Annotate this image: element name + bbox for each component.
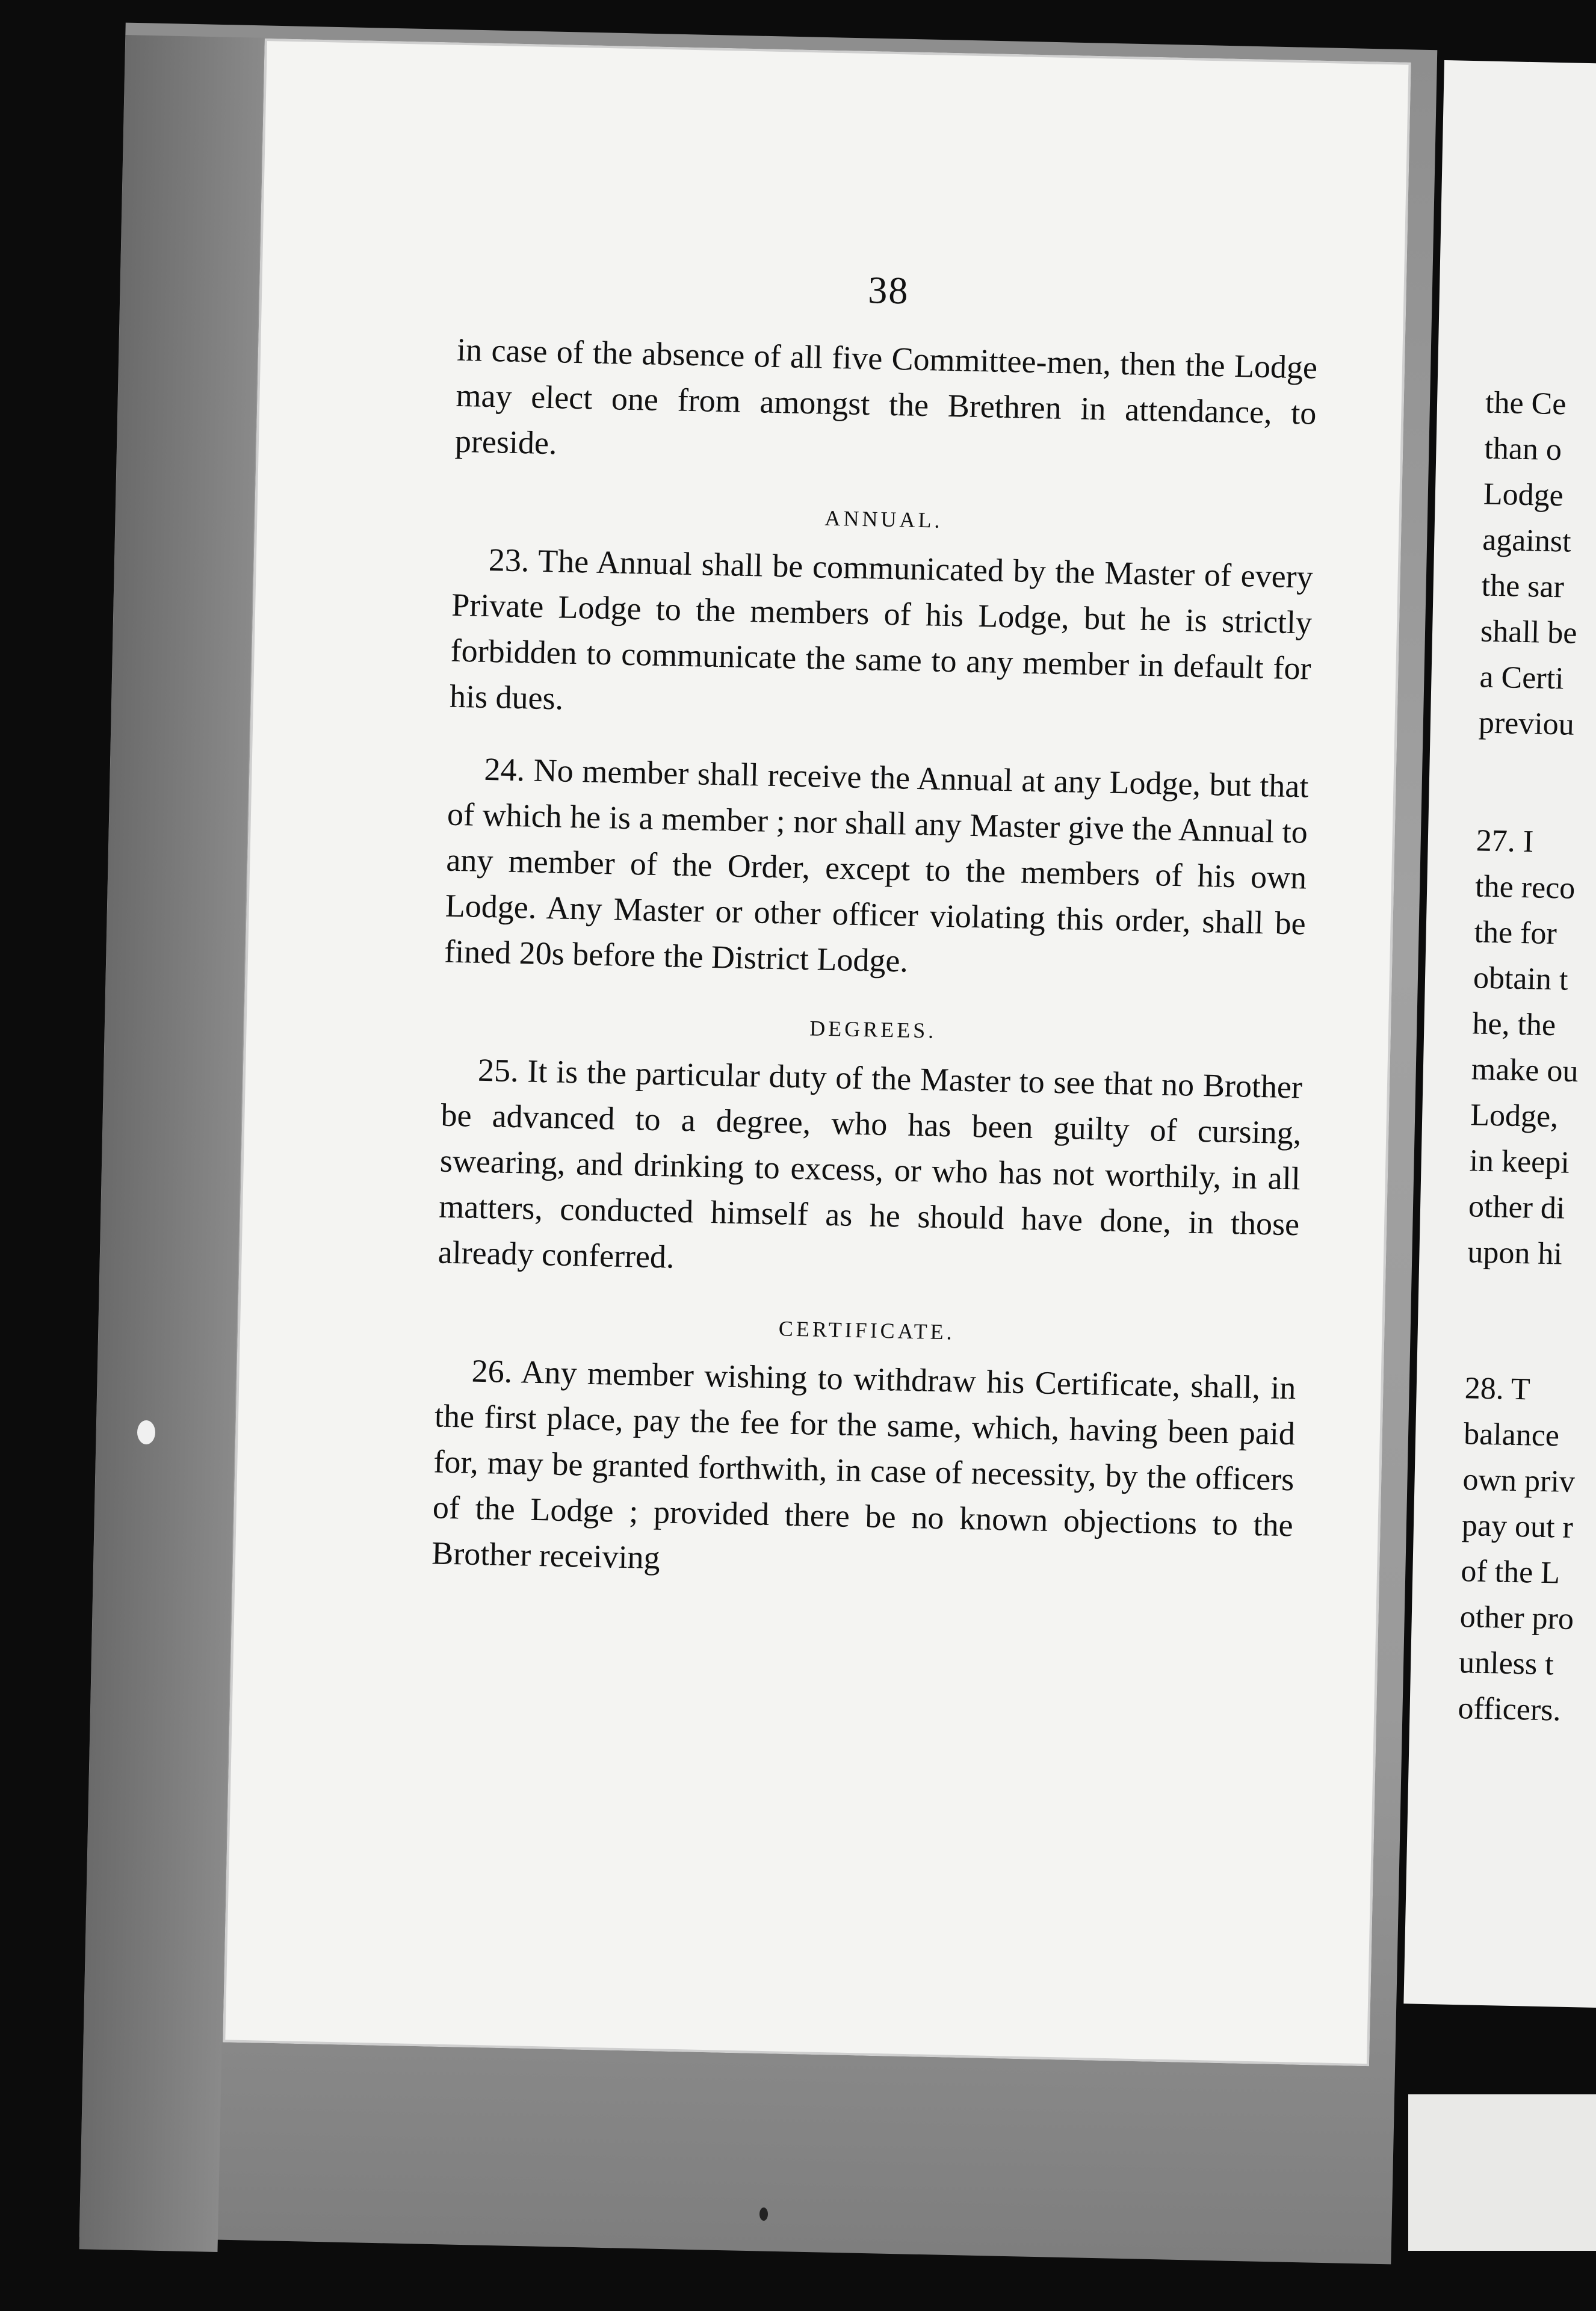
- section-heading-certificate: CERTIFICATE.: [778, 1316, 956, 1344]
- facing-page-line: the reco: [1474, 869, 1576, 906]
- facing-page-line: of the L: [1460, 1554, 1560, 1591]
- scan-speck: [759, 2207, 768, 2221]
- facing-page-line: officers.: [1458, 1691, 1562, 1728]
- facing-page-line: unless t: [1458, 1645, 1554, 1682]
- paragraph-22-continued: in case of the absence of all five Committee-men, then the Lodge may elect one from amongst the Brethren in attendance, to preside.: [454, 331, 1318, 462]
- left-page: [223, 39, 1411, 2066]
- facing-page-line: in keepi: [1469, 1143, 1570, 1180]
- paragraph-24: 24. No member shall receive the Annual at any Lodge, but that of which he is a member ; nor shall any Master give the Annual to any member of the Order, except to the members of his own Lodge. Any Master or other officer violating this order, shall be fined 20s before the District Lodge.: [444, 750, 1309, 979]
- facing-page-line: against: [1482, 522, 1572, 559]
- facing-page-line: the Ce: [1485, 385, 1567, 422]
- facing-page-line: shall be: [1480, 614, 1577, 651]
- paragraph-26: 26. Any member wishing to withdraw his Certificate, shall, in the first place, pay the fee for the same, which, having been paid for, may be granted forthwith, in case of necessity, by the officers of the Lodge ; provided there be no known objections to the Brother receiving: [431, 1352, 1297, 1576]
- facing-page-line: the sar: [1481, 568, 1565, 605]
- facing-page-line: pay out r: [1461, 1508, 1574, 1545]
- facing-page-line: Lodge: [1483, 477, 1564, 513]
- facing-page-line: than o: [1483, 431, 1562, 468]
- page-number: 38: [867, 268, 910, 312]
- scan-speck: [137, 1420, 155, 1444]
- page-text-block: [431, 259, 1320, 1594]
- section-heading-degrees: DEGREES.: [809, 1016, 937, 1043]
- facing-page-line: previou: [1478, 705, 1575, 742]
- facing-page-line: own priv: [1462, 1462, 1576, 1500]
- facing-page-line: upon hi: [1467, 1235, 1563, 1272]
- facing-page-line: 28. T: [1464, 1371, 1531, 1407]
- facing-page-line: obtain t: [1473, 961, 1569, 997]
- section-heading-annual: ANNUAL.: [824, 506, 943, 533]
- facing-page-text: [1458, 380, 1596, 1738]
- facing-page-line: a Certi: [1479, 660, 1565, 696]
- paragraph-25: 25. It is the particular duty of the Master to see that no Brother be advanced to a degree, who has been guilty of cursing, swearing, and drinking to excess, or who has not worthily, in all matters, conducted himself as he should have done, in those already conferred.: [438, 1051, 1303, 1275]
- facing-page: [1403, 60, 1596, 2011]
- facing-page-line: other pro: [1459, 1600, 1574, 1637]
- facing-page-line: make ou: [1471, 1052, 1579, 1089]
- paragraph-23: 23. The Annual shall be communicated by the Master of every Private Lodge to the members of his Lodge, but he is strictly forbidden to communicate the same to any member in default for his dues.: [449, 541, 1314, 717]
- facing-page-line: balance: [1463, 1417, 1560, 1453]
- facing-page-line: Lodge,: [1470, 1098, 1559, 1134]
- facing-page-line: he, the: [1471, 1006, 1556, 1043]
- facing-page-lower-edge: [1408, 2094, 1596, 2251]
- facing-page-line: 27. I: [1476, 823, 1534, 859]
- facing-page-line: the for: [1474, 915, 1557, 951]
- facing-page-line: other di: [1468, 1189, 1565, 1226]
